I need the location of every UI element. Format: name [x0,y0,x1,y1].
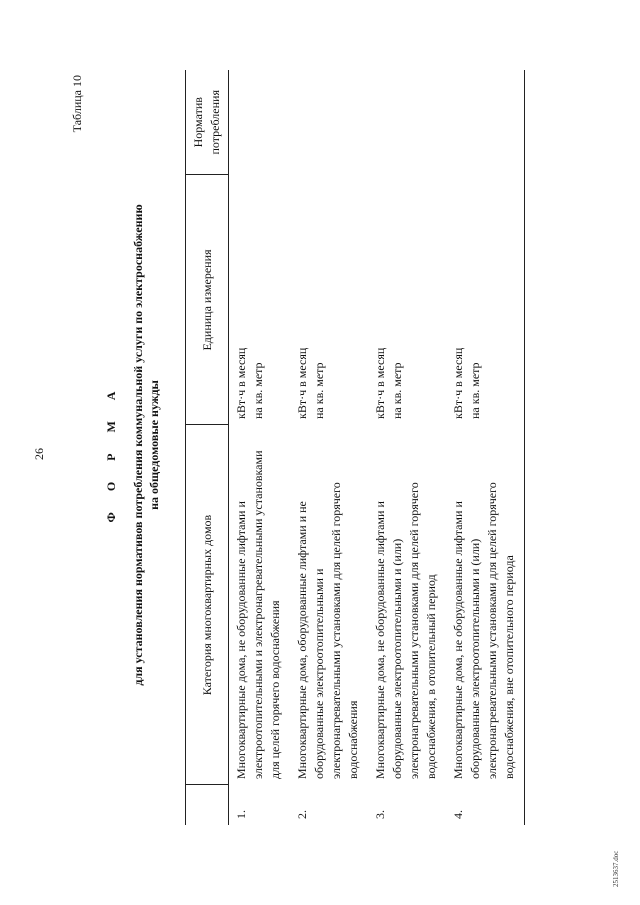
page-number: 26 [32,448,46,460]
row-category: Многоквартирные дома, не оборудованные лифтами и оборудованные электроотопительными и (или) электронагревательными установками для целей горячего водоснабжения, в отопительный период [373,482,438,779]
form-title [130,75,162,815]
table-header-row [186,70,229,825]
table-row [229,70,291,825]
row-norm [229,70,291,175]
row-unit: кВт·ч в месяц на кв. метр [446,175,525,425]
row-number: 4. [446,785,525,825]
table-row [290,70,368,825]
document-file-id: 2513637.doc [612,850,620,887]
header-unit: Единица измерения [186,175,229,425]
table-caption: Таблица 10 [70,75,84,133]
table-row [446,70,525,825]
form-title-line-1: для установления нормативов потребления коммунальной услуги по электроснабжению [131,204,145,686]
row-category: Многоквартирные дома, не оборудованные лифтами и оборудованные электроотопительными и (или) электронагревательными установками для целей горячего водоснабжения, вне отопительного периода [446,425,525,785]
row-number: 2. [295,810,309,819]
norms-table [185,70,525,825]
header-norm: Норматив потребления [186,70,229,175]
row-category: Многоквартирные дома, не оборудованные лифтами и электроотопительными и электронагревательными установками для целей горячего водоснабжения [234,450,282,779]
table-row [368,70,446,825]
row-unit: кВт·ч в месяц на кв. метр [234,347,265,419]
form-title-line-2: на общедомовые нужды [147,380,161,510]
row-category: Многоквартирные дома, оборудованные лифтами и не оборудованные электроотопительными и электронагревательными установками для целей горячего водоснабжения [295,482,360,779]
header-number [186,785,229,825]
row-number: 3. [373,810,387,819]
header-category: Категория многоквартирных домов [186,425,229,785]
row-norm [290,70,368,175]
row-norm [368,70,446,175]
row-unit: кВт·ч в месяц на кв. метр [295,347,326,419]
row-number: 1. [234,810,248,819]
row-unit: кВт·ч в месяц на кв. метр [373,347,404,419]
form-heading: Ф О Р М А [104,382,118,523]
row-norm [446,70,525,175]
